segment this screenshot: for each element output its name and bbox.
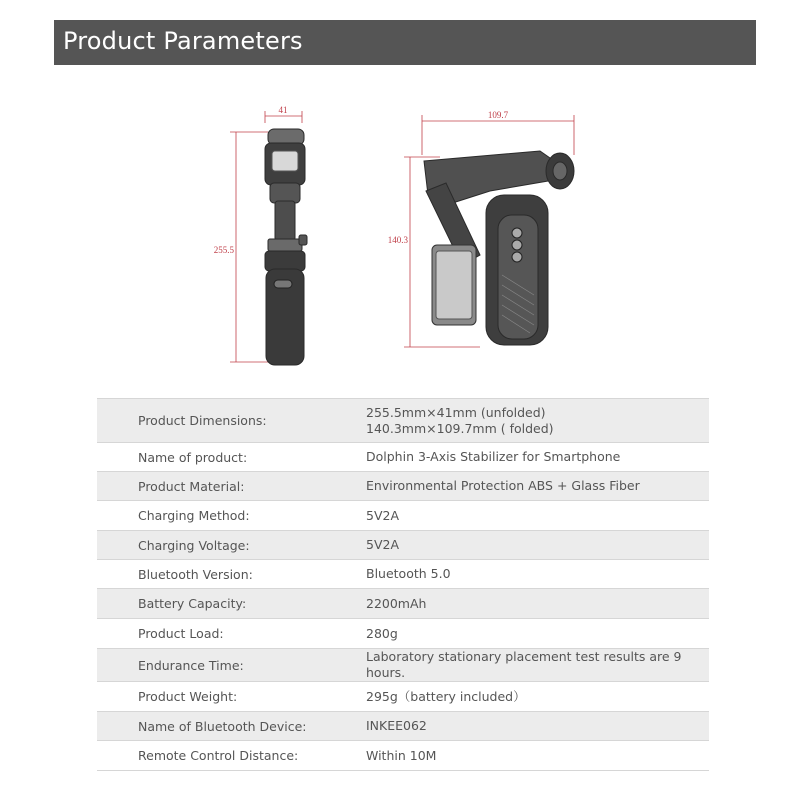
folded-width-label: 109.7 (487, 110, 509, 120)
spec-label: Bluetooth Version: (138, 566, 253, 582)
spec-value-line: 140.3mm×109.7mm ( folded) (366, 420, 554, 436)
spec-row (97, 649, 709, 682)
spec-value-line: Bluetooth 5.0 (366, 566, 451, 581)
spec-row (97, 531, 709, 560)
spec-value-line: 5V2A (366, 537, 400, 552)
spec-value (366, 399, 709, 443)
spec-row (97, 501, 709, 531)
folded-gimbal-drawing (388, 110, 574, 347)
spec-row (97, 472, 709, 501)
spec-label: Charging Voltage: (138, 537, 250, 553)
spec-label: Product Material: (138, 478, 245, 494)
spec-label: Remote Control Distance: (138, 748, 299, 763)
unfolded-gimbal-drawing (214, 105, 307, 365)
spec-label: Name of product: (138, 449, 248, 465)
spec-row (97, 399, 709, 443)
spec-value-line: Environmental Protection ABS + Glass Fiber (366, 478, 640, 493)
unfolded-width-label: 41 (278, 105, 288, 115)
spec-label: Name of Bluetooth Device: (138, 718, 307, 734)
unfolded-height-label: 255.5 (213, 245, 234, 255)
page-title: Product Parameters (63, 27, 303, 55)
spec-label: Product Weight: (138, 689, 238, 704)
spec-value (366, 501, 709, 531)
spec-value (366, 589, 709, 619)
spec-row (97, 560, 709, 589)
spec-value (366, 682, 709, 712)
spec-value (366, 531, 709, 560)
spec-value-line: INKEE062 (366, 718, 427, 733)
spec-label: Battery Capacity: (138, 596, 247, 611)
spec-value-line: 2200mAh (366, 595, 427, 611)
folded-height-label: 140.3 (387, 235, 408, 245)
spec-value-line: 255.5mm×41mm (unfolded) (366, 404, 546, 420)
spec-value (366, 443, 709, 472)
spec-value (366, 619, 709, 649)
product-diagram (0, 95, 800, 395)
spec-value-line: 5V2A (366, 507, 400, 523)
spec-row (97, 443, 709, 472)
spec-row (97, 619, 709, 649)
spec-value-line: Dolphin 3-Axis Stabilizer for Smartphone (366, 449, 621, 464)
spec-value (366, 472, 709, 501)
spec-value-line: 280g (366, 625, 398, 641)
spec-value (366, 560, 709, 589)
spec-label: Endurance Time: (138, 657, 244, 673)
spec-row (97, 741, 709, 771)
spec-table (97, 398, 709, 771)
spec-value (366, 741, 709, 771)
spec-row (97, 589, 709, 619)
spec-value-line: Laboratory stationary placement test results are 9 hours. (366, 649, 682, 680)
spec-value-line: Within 10M (366, 747, 437, 763)
spec-label: Product Load: (138, 626, 224, 641)
spec-value (366, 649, 709, 682)
spec-row (97, 712, 709, 741)
spec-value (366, 712, 709, 741)
spec-label: Product Dimensions: (138, 413, 267, 428)
spec-row (97, 682, 709, 712)
header-banner (54, 20, 756, 65)
spec-label: Charging Method: (138, 508, 250, 523)
spec-value-line: 295g（battery included） (366, 688, 526, 704)
